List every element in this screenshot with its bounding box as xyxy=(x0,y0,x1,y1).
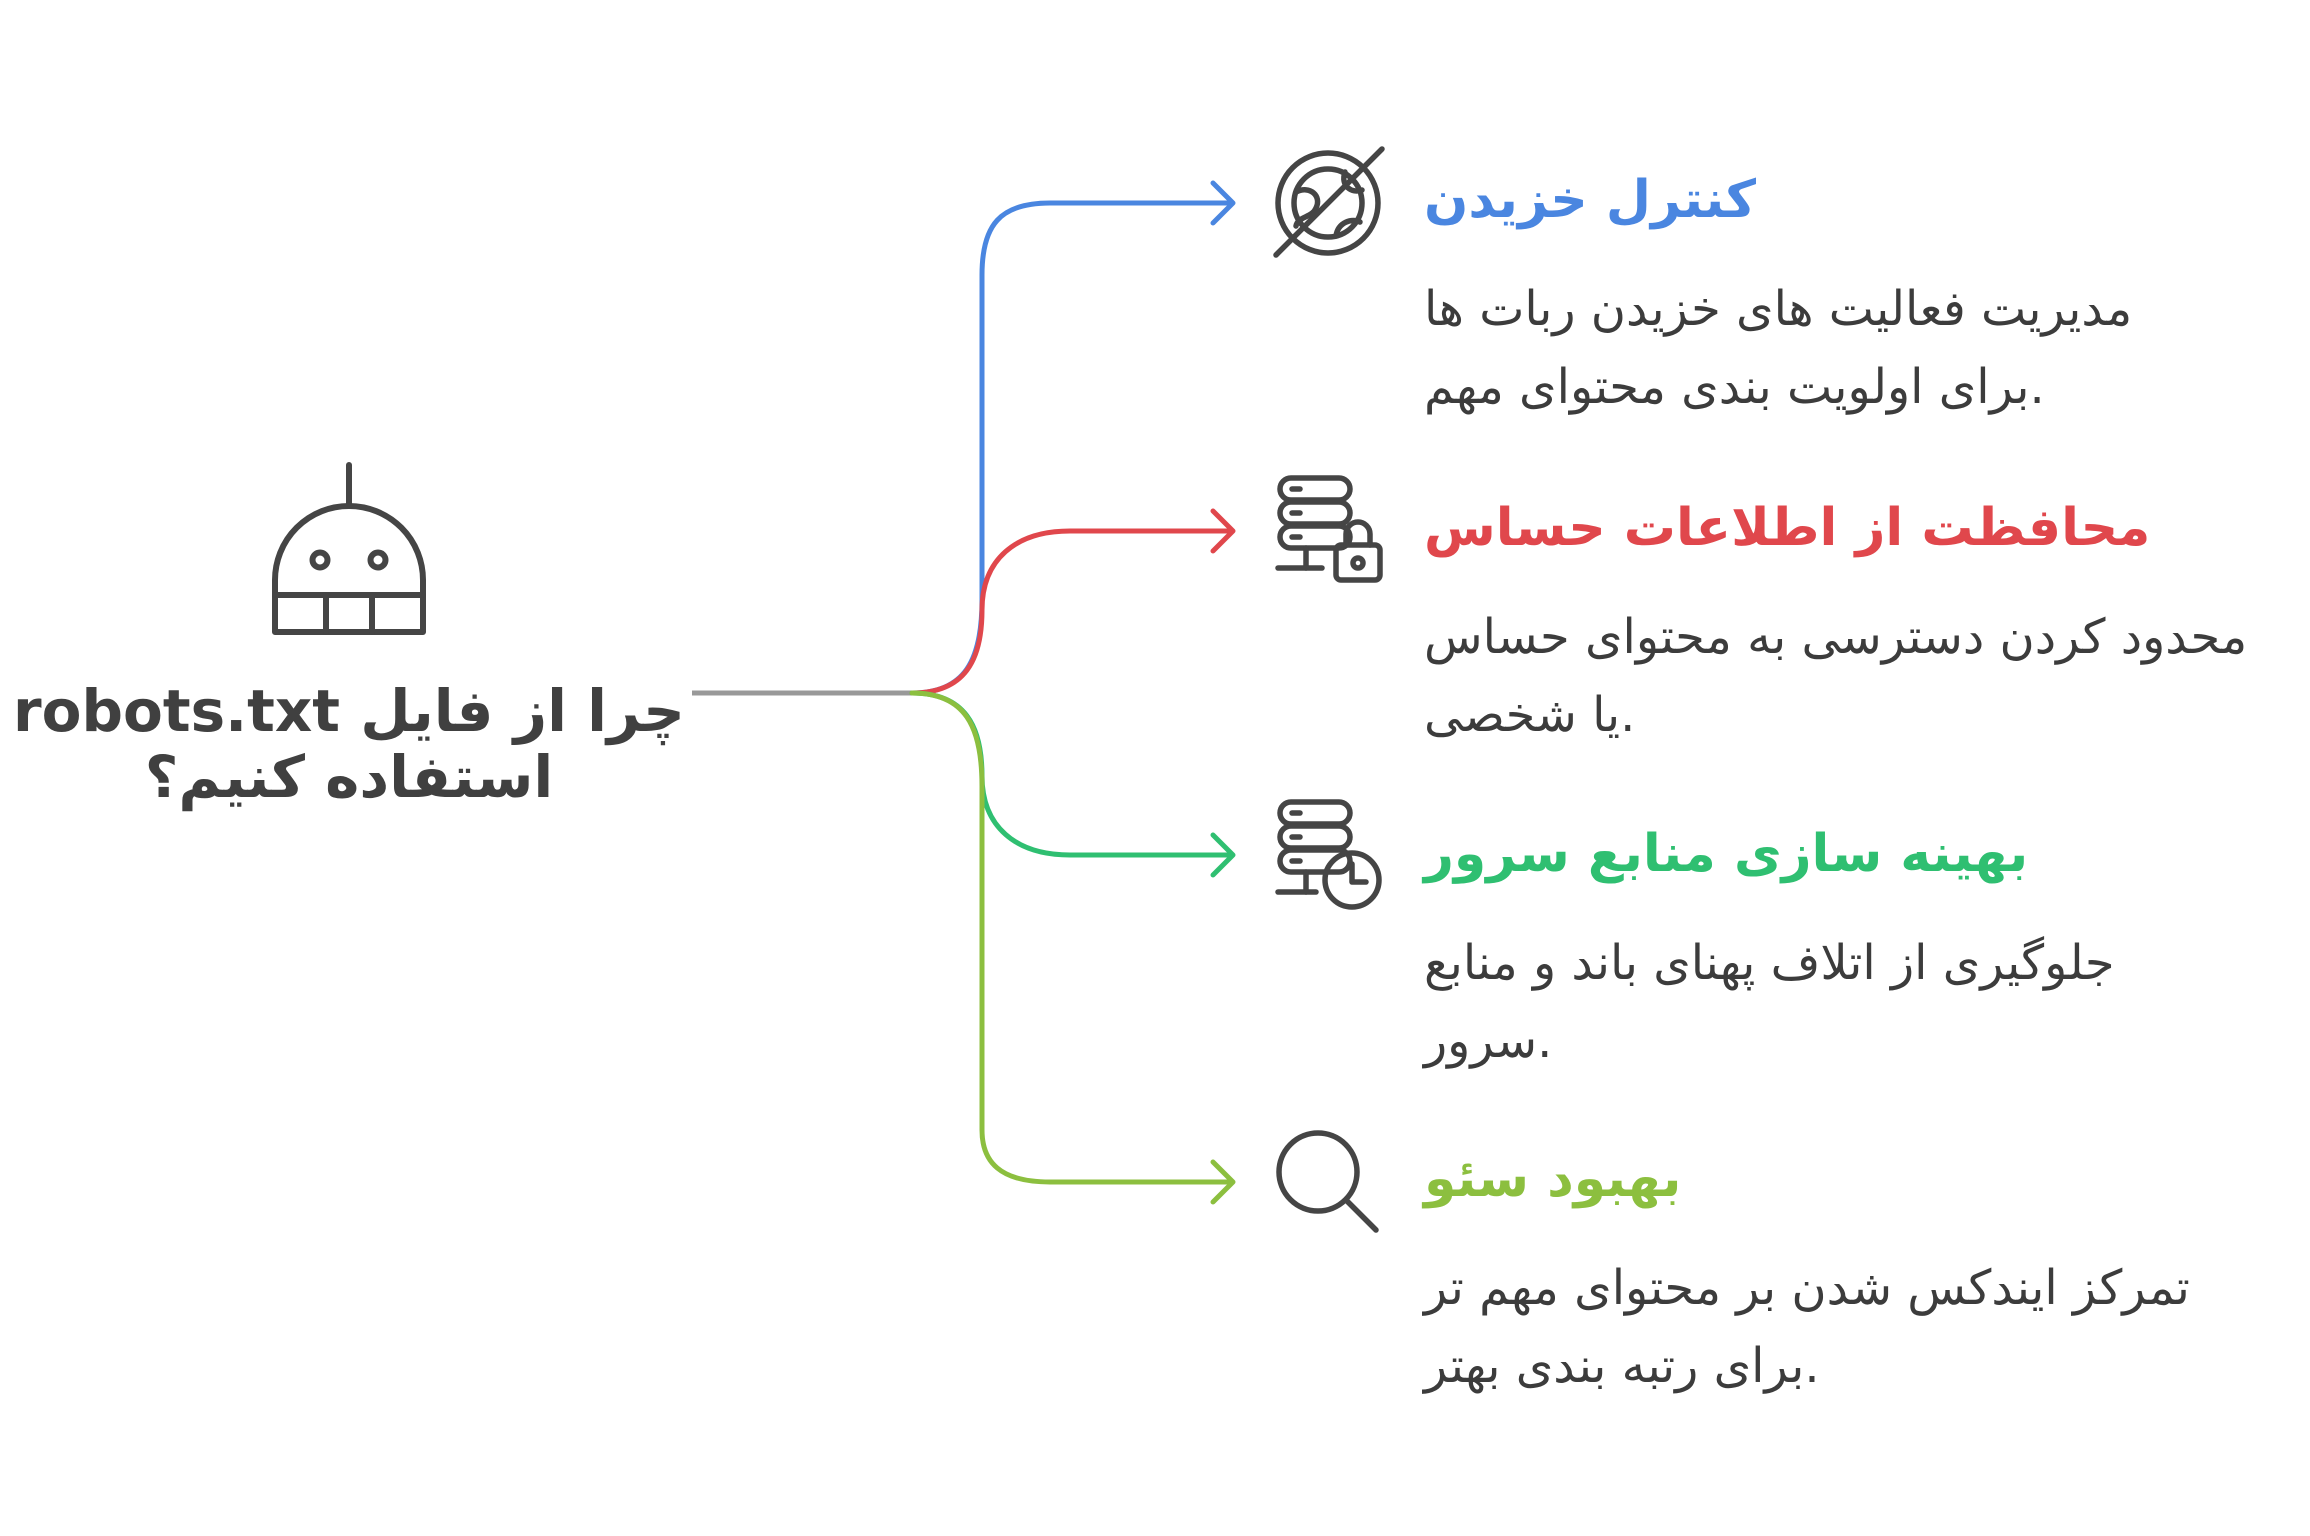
item-4-title: بهبود سئو xyxy=(1424,1149,1682,1209)
server-lock-icon xyxy=(1278,478,1380,580)
item-4-desc-line2: برای رتبه بندی بهتر. xyxy=(1424,1338,1820,1394)
server-clock-icon xyxy=(1278,802,1379,907)
branch-connector-1 xyxy=(912,203,1230,693)
robot-icon xyxy=(275,465,423,632)
item-1-title: کنترل خزیدن xyxy=(1424,170,1757,230)
root-title-line1: robots.txt چرا از فایل xyxy=(13,677,685,745)
item-3-title: بهینه سازی منابع سرور xyxy=(1424,824,2029,884)
item-2-title: محافظت از اطلاعات حساس xyxy=(1424,498,2151,558)
item-2-desc-line2: یا شخصی. xyxy=(1424,687,1636,743)
branch-connector-3 xyxy=(912,693,1230,855)
search-icon xyxy=(1279,1133,1376,1230)
item-2-desc-line1: محدود کردن دسترسی به محتوای حساس xyxy=(1424,609,2248,665)
item-3-desc-line2: سرور. xyxy=(1424,1013,1553,1069)
item-1-desc-line2: برای اولویت بندی محتوای مهم. xyxy=(1424,359,2045,415)
item-3-desc-line1: جلوگیری از اتلاف پهنای باند و منابع xyxy=(1424,935,2115,991)
item-4-desc-line1: تمرکز ایندکس شدن بر محتوای مهم تر xyxy=(1424,1260,2190,1316)
branch-connector-4 xyxy=(912,693,1230,1182)
branch-connector-2 xyxy=(912,531,1230,693)
root-title-line2: استفاده کنیم؟ xyxy=(144,743,554,811)
no-crawl-icon xyxy=(1276,149,1382,255)
item-1-desc-line1: مدیریت فعالیت های خزیدن ربات ها xyxy=(1424,281,2133,337)
